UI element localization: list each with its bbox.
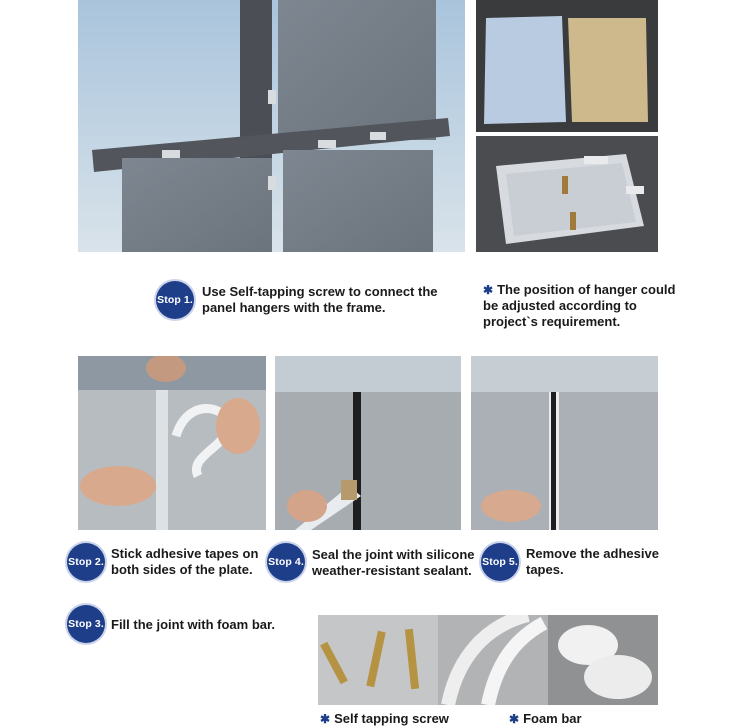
step-2-text: Stick adhesive tapes on both sides of the plate. [111, 546, 259, 577]
remove-tape-photo [471, 356, 658, 530]
screw-caption-text: Self tapping screw [334, 711, 449, 726]
step-5-text: Remove the adhesive tapes. [526, 546, 659, 577]
star-icon: ✱ [509, 712, 520, 726]
step-2-badge: Stop 2. [67, 543, 105, 581]
step-1-badge: Stop 1. [156, 281, 194, 319]
sealant-photo [275, 356, 461, 530]
foam-caption [509, 711, 582, 726]
screw-caption [320, 711, 449, 726]
step-3-text: Fill the joint with foam bar. [111, 617, 275, 632]
adhesive-tape-photo [78, 356, 266, 530]
step-4-text: Seal the joint with silicone weather-resistant sealant. [312, 547, 475, 578]
panel-samples-photo [476, 0, 658, 132]
step-4-badge: Stop 4. [267, 543, 305, 581]
hanger-note-text: The position of hanger could be adjusted according to project`s requirement. [483, 282, 676, 329]
panel-frame-photo [78, 0, 465, 252]
star-icon: ✱ [483, 283, 494, 297]
step-3-badge: Stop 3. [67, 605, 105, 643]
foam-caption-text: Foam bar [523, 711, 582, 726]
hanger-note [483, 282, 683, 330]
panel-tray-photo [476, 136, 658, 252]
screws-foam-photo [318, 615, 658, 705]
star-icon: ✱ [320, 712, 331, 726]
step-1-text: Use Self-tapping screw to connect the panel hangers with the frame. [202, 284, 438, 315]
step-5-badge: Stop 5. [481, 543, 519, 581]
